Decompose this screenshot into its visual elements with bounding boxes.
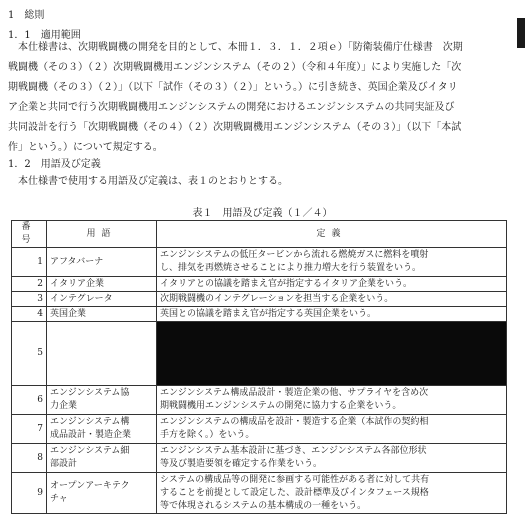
redacted-block (157, 322, 507, 386)
row-number: 3 (12, 292, 47, 307)
table-row (12, 277, 507, 292)
row-definition (157, 415, 507, 444)
row-definition (157, 473, 507, 514)
row-number: 4 (12, 307, 47, 322)
row-number: 7 (12, 415, 47, 444)
scope-line: 期戦闘機（その３）（２）」（以下「試作（その３）（２）」という。）に引き続き、英国企業及びイタリ (8, 82, 458, 93)
terms-intro: 本仕様書で使用する用語及び定義は、表１のとおりとする。 (18, 176, 288, 187)
header-definition: 定義 (157, 221, 507, 248)
row-term (47, 322, 157, 386)
term-line: 力企業 (50, 401, 78, 411)
header-term: 用語 (47, 221, 157, 248)
row-definition (157, 277, 507, 292)
term-line: 英国企業 (50, 308, 87, 319)
term-line: 成品設計・製造企業 (50, 430, 132, 440)
row-term (47, 415, 157, 444)
definition-line: 手方を除く。）をいう。 (160, 430, 255, 440)
table-row (12, 444, 507, 473)
term-line: エンジンシステム細 (50, 446, 130, 456)
table-row (12, 473, 507, 514)
subsection-heading-scope: 1．1 適用範囲 (8, 30, 81, 41)
row-number: 1 (12, 248, 47, 277)
row-term (47, 473, 157, 514)
row-definition (157, 292, 507, 307)
header-number: 番号 (12, 221, 47, 248)
row-term (47, 292, 157, 307)
row-term (47, 386, 157, 415)
scope-line: 戦闘機（その３）（２）次期戦闘機用エンジンシステム（その２）（令和４年度）」により実施した「次 (8, 62, 462, 73)
scope-line: 共同設計を行う「次期戦闘機（その４）（２）次期戦闘機用エンジンシステム（その３）」（以下「本試 (8, 122, 462, 133)
row-definition (157, 386, 507, 415)
table-row (12, 292, 507, 307)
definition-line: し、排気を再燃焼させることにより推力増大を行う装置をいう。 (160, 263, 422, 273)
row-number: 6 (12, 386, 47, 415)
row-term (47, 248, 157, 277)
row-term (47, 277, 157, 292)
subsection-heading-terms: 1．2 用語及び定義 (8, 159, 101, 170)
row-number: 2 (12, 277, 47, 292)
definition-line: システムの構成品等の開発に参画する可能性がある者に対して共有 (160, 474, 430, 485)
definition-line: エンジンシステム構成品設計・製造企業の他、サプライヤを含め次 (160, 388, 429, 398)
row-definition (157, 307, 507, 322)
term-line: オープンアーキテク (50, 481, 130, 491)
definition-line: 等で体現されるシステムの基本構成の一種をいう。 (160, 500, 367, 511)
scope-line: ア企業と共同で行う次期戦闘機用エンジンシステムの開発におけるエンジンシステムの共同実証及び (8, 102, 455, 113)
row-term (47, 444, 157, 473)
scope-paragraph (8, 38, 508, 158)
row-number: 8 (12, 444, 47, 473)
term-line: エンジンシステム構 (50, 417, 130, 427)
table-row (12, 307, 507, 322)
table-row (12, 248, 507, 277)
definition-line: 期戦闘機用エンジンシステムの開発に協力する企業をいう。 (160, 401, 402, 411)
definition-line: エンジンシステムの低圧タービンから流れる燃焼ガスに燃料を噴射 (160, 250, 429, 260)
row-number: 5 (12, 322, 47, 386)
term-line: エンジンシステム協 (50, 388, 130, 398)
row-number: 9 (12, 473, 47, 514)
definition-line: 次期戦闘機のインテグレーションを担当する企業をいう。 (160, 293, 394, 304)
scope-line: 本仕様書は、次期戦闘機の開発を目的として、本冊１．３．１．２項ｅ）「防衛装備庁仕様書 次期 (18, 42, 463, 53)
definition-line: イタリアとの協議を踏まえ官が指定するイタリア企業をいう。 (160, 278, 413, 289)
table-header-row (12, 221, 507, 248)
table-caption: 表１ 用語及び定義（１／４） (192, 208, 333, 219)
term-line: 部設計 (50, 459, 78, 469)
row-definition (157, 444, 507, 473)
definition-line: することを前提として設定した、設計標準及びインタフェース規格 (160, 487, 429, 498)
term-line: アフタバーナ (50, 256, 104, 267)
definition-line: エンジンシステム基本設計に基づき、エンジンシステム各部位形状 (160, 446, 427, 456)
definition-line: 英国との協議を踏まえ官が指定する英国企業をいう。 (160, 308, 377, 319)
table-row (12, 322, 507, 386)
page-edge-mark (517, 18, 525, 48)
definition-line: 等及び製造要領を確定する作業をいう。 (160, 459, 323, 469)
table-row (12, 415, 507, 444)
table-row (12, 386, 507, 415)
definitions-table (11, 220, 507, 514)
term-line: チャ (50, 494, 68, 504)
term-line: インテグレータ (50, 293, 113, 304)
term-line: イタリア企業 (50, 278, 105, 289)
scope-line: 作」という。）について規定する。 (8, 142, 163, 153)
section-heading: 1 総則 (8, 10, 45, 21)
row-definition (157, 248, 507, 277)
definition-line: エンジンシステムの構成品を設計・製造する企業（本試作の契約相 (160, 417, 429, 427)
row-term (47, 307, 157, 322)
